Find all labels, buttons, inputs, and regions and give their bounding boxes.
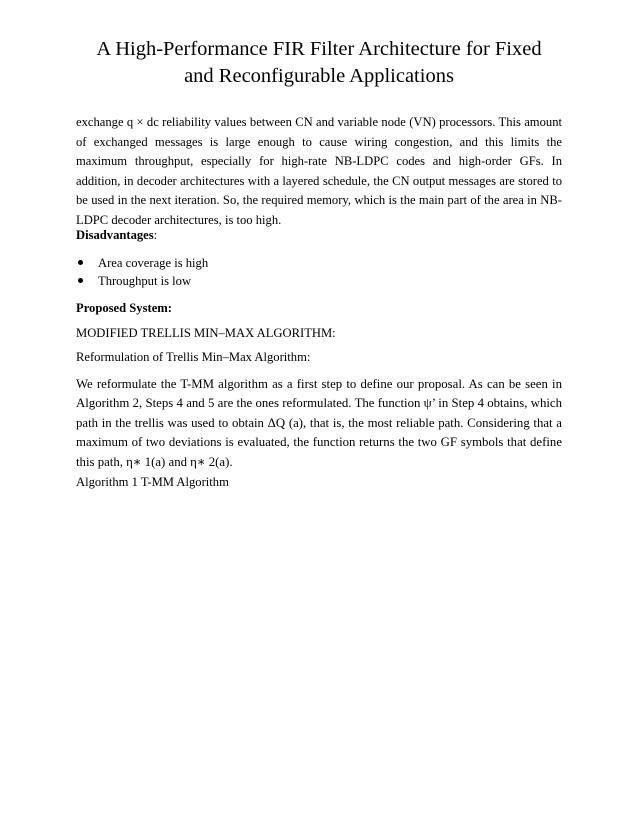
reformulation-heading: Reformulation of Trellis Min–Max Algorithm: xyxy=(76,350,311,364)
disadvantages-list xyxy=(78,254,208,290)
proposed-system-heading: Proposed System: xyxy=(76,301,172,315)
reformulation-paragraph: We reformulate the T-MM algorithm as a first step to define our proposal. As can be seen in Algorithm 2, Steps 4 and 5 are the ones reformulated. The function ψ’ in Step 4 obtains, which path in the trellis was used to obtain ΔQ (a), that is, the most reliable path. Considering that a maximum of two deviations is evaluated, the function returns the two GF symbols that define this path, η∗ 1(a) and η∗ 2(a). xyxy=(76,377,562,469)
bullet-icon xyxy=(78,278,83,283)
disadvantage-text: Throughput is low xyxy=(98,274,192,288)
disadvantage-text: Area coverage is high xyxy=(98,256,209,270)
modified-algorithm-heading: MODIFIED TRELLIS MIN–MAX ALGORITHM: xyxy=(76,326,336,340)
disadvantages-heading-colon: : xyxy=(153,228,158,242)
intro-paragraph: exchange q × dc reliability values between CN and variable node (VN) processors. This amount of exchanged messages is large enough to cause wiring congestion, and this limits the maximum throughput, especially for high-rate NB-LDPC codes and high-order GFs. In addition, in decoder architectures with a layered schedule, the CN output messages are stored to be used in the next iteration. So, the required memory, which is the main part of the area in NB-LDPC decoder architectures, is too high. xyxy=(76,115,562,227)
disadvantages-heading xyxy=(76,228,157,243)
list-item xyxy=(78,272,208,290)
algorithm-caption: Algorithm 1 T-MM Algorithm xyxy=(76,475,229,489)
bullet-icon xyxy=(78,260,83,265)
title-line-1: A High-Performance FIR Filter Architecture for Fixed xyxy=(96,38,542,60)
title-line-2: and Reconfigurable Applications xyxy=(184,65,454,87)
list-item xyxy=(78,254,208,272)
document-title xyxy=(60,36,578,90)
disadvantages-heading-text: Disadvantages xyxy=(76,228,154,242)
